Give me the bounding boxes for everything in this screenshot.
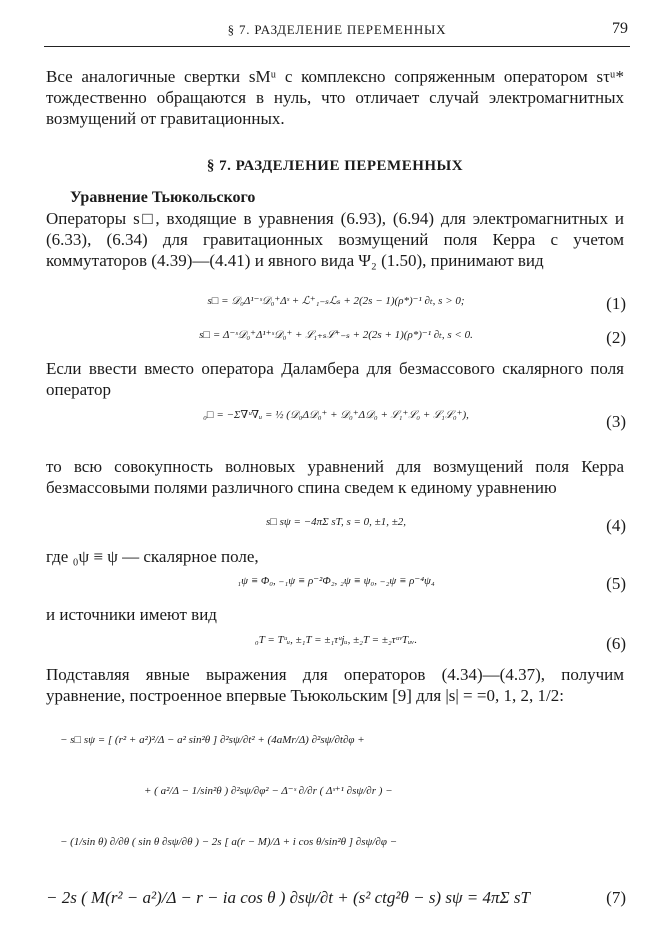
scalar-field-line: где ₀ψ ≡ ψ — скалярное поле,: [46, 547, 259, 566]
paragraph-dalembert: Если ввести вместо оператора Даламбера для безмассового скалярного поля оператор: [46, 359, 624, 399]
equation-1-number: (1): [606, 294, 626, 313]
equation-1: [46, 292, 626, 320]
equation-4-body: s□ sψ = −4πΣ sT, s = 0, ±1, ±2,: [265, 516, 407, 528]
subsection-title: Уравнение Тьюкольского: [70, 189, 256, 206]
paragraph-wave-equations: то всю совокупность волновых уравнений для возмущений поля Керра безмассовыми полями различного спина сведем к единому уравнению: [46, 457, 624, 497]
paragraph-teukolsky: Подставляя явные выражения для операторов (4.34)—(4.37), получим уравнение, построенное впервые Тьюкольским [9] для |s| = =0, 1, 2, 1/2:: [46, 665, 624, 705]
equation-3-body: ₀□ = −Σ∇ᵘ∇ᵤ = ½ (𝒟₀Δ𝒟₀⁺ + 𝒟₀⁺Δ𝒟₀ + ℒ₁⁺ℒ₀ + ℒ₁ℒ₀⁺),: [203, 409, 469, 421]
page-number: 79: [612, 20, 628, 37]
equation-7-line-4: [46, 876, 626, 926]
equation-5-body: ₁ψ ≡ Φ₀, ₋₁ψ ≡ ρ⁻²Φ₂, ₂ψ ≡ ψ₀, ₋₂ψ ≡ ρ⁻⁴ψ₄: [237, 575, 435, 587]
equation-7-line-3: [46, 824, 626, 874]
equation-1-body: s□ = 𝒟₀Δ¹⁻ˢ𝒟₀⁺Δˢ + ℒ⁺₁₋ₛℒₛ + 2(2s − 1)(ρ*)⁻¹ ∂ₜ, s > 0;: [207, 295, 465, 307]
page-header: [44, 18, 630, 47]
equation-4: [46, 514, 626, 542]
equation-7-line-2-body: + ( a²/Δ − 1/sin²θ ) ∂²sψ/∂φ² − Δ⁻ˢ ∂/∂r ( Δˢ⁺¹ ∂sψ/∂r ) −: [144, 785, 393, 797]
equation-5: [46, 572, 626, 600]
equation-7-line-4-body: − 2s ( M(r² − a²)/Δ − r − ia cos θ ) ∂sψ/∂t + (s² ctg²θ − s) sψ = 4πΣ sT: [46, 888, 530, 907]
equation-2-number: (2): [606, 328, 626, 347]
equation-3-number: (3): [606, 412, 626, 431]
section-title: § 7. РАЗДЕЛЕНИЕ ПЕРЕМЕННЫХ: [206, 158, 464, 174]
equation-7-number: (7): [606, 888, 626, 907]
sources-line: и источники имеют вид: [46, 605, 217, 624]
equation-6-body: ₀T = Tᵘᵤ, ±₁T = ±₁τᵘjᵤ, ±₂T = ±₂τᵘᵛTᵤᵥ.: [254, 634, 418, 646]
equation-2-body: s□ = Δ⁻ˢ𝒟₀⁺Δ¹⁺ˢ𝒟₀⁺ + ℒ₁₊ₛℒ⁺₋ₛ + 2(2s + 1)(ρ*)⁻¹ ∂ₜ, s < 0.: [199, 329, 473, 341]
equation-4-number: (4): [606, 516, 626, 535]
paragraph-operators: Операторы s□, входящие в уравнения (6.93), (6.94) для электромагнитных и (6.33), (6.34) для гравитационных возмущений поля Керра с учетом коммутаторов (4.39)—(4.41) и явного вида Ψ₂ (1.50), принимают вид: [46, 209, 624, 270]
equation-3: [46, 402, 626, 442]
equation-5-number: (5): [606, 574, 626, 593]
running-head: § 7. РАЗДЕЛЕНИЕ ПЕРЕМЕННЫХ: [227, 22, 447, 37]
equation-2: [46, 326, 626, 354]
equation-7-line-1: [46, 722, 626, 772]
equation-7-line-3-body: − (1/sin θ) ∂/∂θ ( sin θ ∂sψ/∂θ ) − 2s [ a(r − M)/Δ + i cos θ/sin²θ ] ∂sψ/∂φ −: [60, 836, 398, 848]
equation-7-line-1-body: − s□ sψ = [ (r² + a²)²/Δ − a² sin²θ ] ∂²sψ/∂t² + (4aMr/Δ) ∂²sψ/∂t∂φ +: [60, 734, 365, 746]
equation-6-number: (6): [606, 634, 626, 653]
intro-paragraph: Все аналогичные свертки sMᵘ с комплексно сопряженным оператором sτᵘ* тождественно обращаются в нуль, что отличает случай электромагнитных возмущений от гравитационных.: [46, 67, 624, 128]
equation-6: [46, 632, 626, 660]
equation-7-line-2: [46, 772, 626, 822]
